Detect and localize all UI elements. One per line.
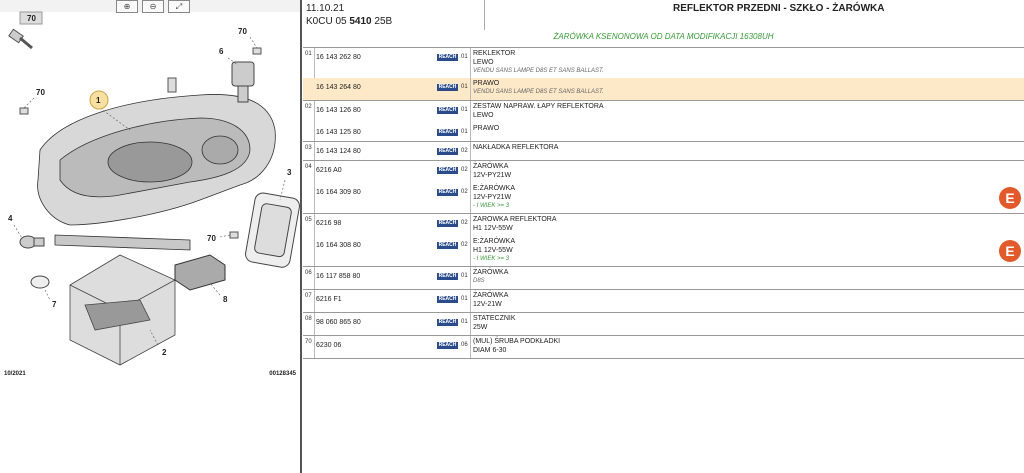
part-number[interactable]: 98 060 865 80 (316, 319, 361, 326)
part-number[interactable]: 16 143 126 80 (316, 107, 361, 114)
group-number: 02 (305, 104, 312, 110)
description-line: ZESTAW NAPRAW. ŁAPY REFLEKTORA (473, 103, 604, 110)
part-row[interactable] (303, 161, 1024, 183)
part-description (473, 337, 560, 355)
part-quantity: 01 (461, 319, 468, 325)
part-description (473, 143, 558, 152)
column-divider (470, 290, 471, 312)
callout-70-screw: 70 (27, 14, 36, 23)
description-line: NAKŁADKA REFLEKTORA (473, 144, 559, 151)
indicator-bulb-part (20, 236, 44, 248)
description-line: 12V-21W (473, 301, 502, 308)
code-bold: 5410 (349, 16, 372, 27)
description-line: ZAROWKA REFLEKTORA (473, 216, 557, 223)
description-line: REKLEKTOR (473, 50, 516, 57)
part-row[interactable] (303, 48, 1024, 78)
column-divider (470, 101, 471, 123)
zoom-out-icon[interactable]: ⊖ (142, 0, 164, 13)
part-quantity: 01 (461, 296, 468, 302)
parts-group (303, 214, 1024, 267)
headlight-housing (38, 94, 276, 250)
electric-badge-icon: E (999, 240, 1021, 262)
code-prefix: K0CU 05 (306, 16, 347, 27)
description-note: VENDU SANS LAMPE D8S ET SANS BALLAST. (473, 89, 604, 95)
description-line: PRAWO (473, 80, 500, 87)
column-divider (470, 161, 471, 183)
callout-70-top: 70 (238, 27, 247, 36)
part-quantity: 01 (461, 107, 468, 113)
description-line: 25W (473, 324, 488, 331)
column-divider (470, 78, 471, 100)
group-number: 03 (305, 145, 312, 151)
part-quantity: 01 (461, 273, 468, 279)
callout-70-left: 70 (36, 88, 45, 97)
column-divider (470, 214, 471, 236)
group-number: 05 (305, 217, 312, 223)
description-line: DIAM 6-30 (473, 347, 507, 354)
column-divider (470, 123, 471, 141)
reach-badge: REACH (438, 342, 457, 348)
part-quantity: 02 (461, 148, 468, 154)
description-line: LEWO (473, 112, 494, 119)
callout-2: 2 (162, 348, 167, 357)
part-number[interactable]: 16 143 262 80 (316, 54, 361, 61)
part-description (473, 124, 499, 133)
diagram-date: 10/2021 (4, 371, 26, 377)
description-line: ŻARÓWKA (473, 292, 509, 299)
part-row[interactable] (303, 123, 1024, 141)
part-description (473, 215, 557, 233)
callout-8: 8 (223, 295, 228, 304)
column-divider (470, 48, 471, 78)
description-condition: - I WIEK >= 3 (473, 203, 510, 209)
part-number[interactable]: 6216 F1 (316, 296, 342, 303)
reach-badge: REACH (438, 189, 457, 195)
part-number[interactable]: 16 143 264 80 (316, 84, 361, 91)
part-description (473, 184, 515, 211)
description-line: ŻARÓWKA (473, 163, 509, 170)
reach-badge: REACH (438, 84, 457, 90)
part-quantity: 02 (461, 242, 468, 248)
part-quantity: 02 (461, 220, 468, 226)
description-line: E:ŻARÓWKA (473, 238, 516, 245)
reach-badge: REACH (438, 319, 457, 325)
callout-6: 6 (219, 47, 224, 56)
group-number: 04 (305, 164, 312, 170)
part-description (473, 314, 516, 332)
reach-badge: REACH (438, 167, 457, 173)
part-number[interactable]: 6230 06 (316, 342, 342, 349)
description-line: (MUL) ŚRUBA PODKŁADKI (473, 338, 561, 345)
part-number[interactable]: 16 164 309 80 (316, 189, 361, 196)
gasket-part (31, 276, 49, 288)
headlight-exploded-drawing (0, 0, 300, 473)
group-number: 06 (305, 270, 312, 276)
exploded-diagram-panel (0, 0, 302, 473)
reach-badge: REACH (438, 129, 457, 135)
parts-group (303, 48, 1024, 101)
part-quantity: 06 (461, 342, 468, 348)
part-number[interactable]: 6216 A0 (316, 167, 342, 174)
reach-badge: REACH (438, 148, 457, 154)
parts-group (303, 267, 1024, 290)
diagram-reference: 00128345 (269, 371, 296, 377)
callout-7: 7 (52, 300, 57, 309)
parts-header (303, 0, 1024, 30)
part-row[interactable] (303, 183, 1024, 213)
parts-group (303, 101, 1024, 142)
part-row[interactable] (303, 78, 1024, 100)
parts-list-panel (303, 0, 1024, 473)
description-line: LEWO (473, 59, 494, 66)
callout-4: 4 (8, 214, 13, 223)
group-number: 07 (305, 293, 312, 299)
reach-badge: REACH (438, 54, 457, 60)
zoom-fit-icon[interactable]: ⤢ (168, 0, 190, 13)
reach-badge: REACH (438, 242, 457, 248)
header-divider (484, 0, 485, 30)
part-row[interactable] (303, 142, 1024, 160)
description-line: H1 12V-55W (473, 225, 513, 232)
description-condition: - I WIEK >= 3 (473, 256, 510, 262)
column-divider (470, 313, 471, 335)
callout-1: 1 (96, 96, 101, 105)
column-divider (470, 267, 471, 289)
reflector-cover-part (244, 192, 300, 269)
zoom-in-icon[interactable]: ⊕ (116, 0, 138, 13)
catalog-code (306, 16, 392, 27)
column-divider (470, 183, 471, 213)
part-row[interactable] (303, 236, 1024, 266)
ballast-part (70, 255, 175, 365)
description-line: 12V-PY21W (473, 194, 512, 201)
group-number: 01 (305, 51, 312, 57)
part-quantity: 01 (461, 129, 468, 135)
part-row[interactable] (303, 313, 1024, 335)
description-line: 12V-PY21W (473, 172, 512, 179)
part-description (473, 268, 508, 286)
parts-group (303, 313, 1024, 336)
electric-badge-icon: E (999, 187, 1021, 209)
callout-70-bottom: 70 (207, 234, 216, 243)
column-divider (470, 236, 471, 266)
code-suffix: 25B (374, 16, 393, 27)
part-quantity: 02 (461, 189, 468, 195)
catalog-date: 11.10.21 (306, 3, 345, 14)
part-row[interactable] (303, 214, 1024, 236)
description-line: ŻARÓWKA (473, 269, 509, 276)
group-number: 08 (305, 316, 312, 322)
description-line: E:ŻARÓWKA (473, 185, 516, 192)
part-quantity: 02 (461, 167, 468, 173)
part-number[interactable]: 16 164 308 80 (316, 242, 361, 249)
part-quantity: 01 (461, 84, 468, 90)
part-row[interactable] (303, 336, 1024, 358)
part-description (473, 162, 511, 180)
part-number[interactable]: 16 143 125 80 (316, 129, 361, 136)
description-line: STATECZNIK (473, 315, 516, 322)
parts-group (303, 290, 1024, 313)
module-part (175, 255, 225, 290)
part-description (473, 237, 515, 264)
part-quantity: 01 (461, 54, 468, 60)
part-number[interactable]: 16 117 858 80 (316, 273, 361, 280)
callout-3: 3 (287, 168, 292, 177)
description-line: PRAWO (473, 125, 500, 132)
parts-group (303, 336, 1024, 359)
part-description (473, 49, 604, 76)
screw-part (9, 29, 32, 48)
part-row[interactable] (303, 290, 1024, 312)
group-number: 70 (305, 339, 312, 345)
part-description (473, 291, 508, 309)
reach-badge: REACH (438, 296, 457, 302)
reach-badge: REACH (438, 273, 457, 279)
description-line: H1 12V-55W (473, 247, 513, 254)
description-note: D8S (473, 278, 485, 284)
part-description (473, 102, 604, 120)
reach-badge: REACH (438, 107, 457, 113)
parts-group (303, 142, 1024, 161)
part-number[interactable]: 6216 98 (316, 220, 342, 227)
column-divider (470, 142, 471, 160)
part-description (473, 79, 604, 97)
reach-badge: REACH (438, 220, 457, 226)
part-number[interactable]: 16 143 124 80 (316, 148, 361, 155)
parts-group (303, 161, 1024, 214)
page-title: REFLEKTOR PRZEDNI - SZKŁO - ŻARÓWKA (673, 3, 885, 14)
column-divider (470, 336, 471, 358)
description-note: VENDU SANS LAMPE D8S ET SANS BALLAST. (473, 68, 604, 74)
section-subtitle: ŻARÓWKA KSENONOWA OD DATA MODIFIKACJI 16308UH (553, 32, 774, 41)
part-row[interactable] (303, 101, 1024, 123)
part-row[interactable] (303, 267, 1024, 289)
parts-table (303, 47, 1024, 359)
